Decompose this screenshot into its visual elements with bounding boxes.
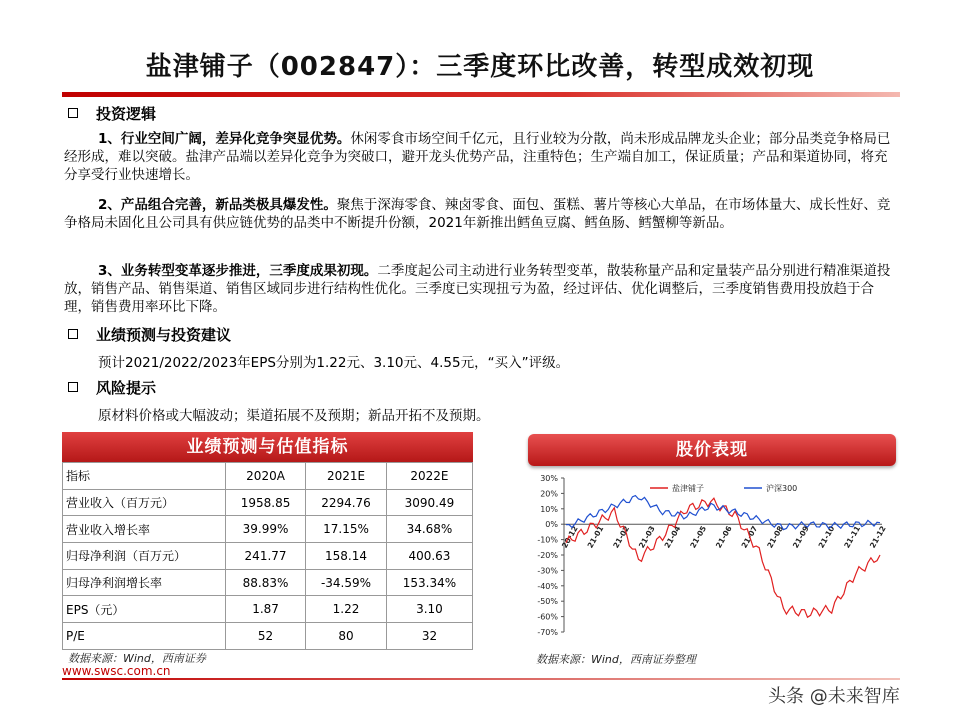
table-cell: 52 xyxy=(226,623,306,650)
checkbox-bullet-icon xyxy=(68,108,78,118)
section-logic-label: 投资逻辑 xyxy=(96,105,157,123)
paragraph-1-heading: 1、行业空间广阔，差异化竞争突显优势。 xyxy=(98,131,351,147)
table-cell: 80 xyxy=(306,623,387,650)
x-tick-label: 21-10 xyxy=(816,524,837,550)
y-tick-label: -60% xyxy=(537,612,558,622)
table-cell: 2294.76 xyxy=(306,489,387,516)
paragraph-3-heading: 3、业务转型变革逐步推进，三季度成果初现。 xyxy=(98,263,378,279)
y-tick-label: 0% xyxy=(545,520,558,530)
y-tick-label: -50% xyxy=(537,597,558,607)
table-row xyxy=(63,596,473,623)
y-tick-label: -20% xyxy=(537,551,558,560)
forecast-text: 预计2021/2022/2023年EPS分别为1.22元、3.10元、4.55元，“买入”评级。 xyxy=(98,355,570,371)
table-cell: 153.34% xyxy=(386,569,472,596)
table-cell: 39.99% xyxy=(226,516,306,543)
forecast-table xyxy=(62,462,473,650)
section-risk xyxy=(68,377,156,398)
x-tick-label: 21-09 xyxy=(790,524,811,550)
table-row xyxy=(63,569,473,596)
section-forecast xyxy=(68,324,231,345)
page-title: 盐津铺子（002847）：三季度环比改善，转型成效初现 xyxy=(145,52,815,82)
paragraph-3 xyxy=(64,262,899,316)
legend-label: 盐津铺子 xyxy=(672,484,704,493)
table-header-cell: 2021E xyxy=(306,463,387,490)
website-url[interactable]: www.swsc.com.cn xyxy=(62,664,171,678)
table-cell: 1.22 xyxy=(306,596,387,623)
table-cell: 400.63 xyxy=(386,543,472,570)
table-header-row xyxy=(63,463,473,490)
table-header-cell: 2022E xyxy=(386,463,472,490)
section-risk-label: 风险提示 xyxy=(96,379,157,397)
legend-label: 沪深300 xyxy=(766,484,798,493)
table-row xyxy=(63,623,473,650)
table-cell: 88.83% xyxy=(226,569,306,596)
table-header-cell: 指标 xyxy=(63,463,226,490)
chart-title: 股价表现 xyxy=(528,434,896,466)
paragraph-2-text: 聚焦于深海零食、辣卤零食、面包、蛋糕、薯片等核心大单品，在市场体量大、成长性好、竞争格局未固化且公司具有供应链优势的品类中不断提升份额，2021年新推出鳕鱼豆腐、鳕鱼肠、鳕蟹柳等新品。 xyxy=(64,197,891,231)
table-header-cell: 2020A xyxy=(226,463,306,490)
y-tick-label: 30% xyxy=(540,474,558,483)
table-row xyxy=(63,516,473,543)
stock-chart-svg xyxy=(522,470,902,648)
paragraph-3-text: 二季度起公司主动进行业务转型变革，散装称量产品和定量装产品分别进行精准渠道投放，销售产品、销售渠道、销售区域同步进行结构性优化。三季度已实现扭亏为盈，经过评估、优化调整后，三季度销售费用投放趋于合理，销售费用率环比下降。 xyxy=(64,263,891,315)
paragraph-2-heading: 2、产品组合完善，新品类极具爆发性。 xyxy=(98,197,337,213)
series-line-stock xyxy=(566,498,880,617)
x-tick-label: 20-12 xyxy=(559,524,580,550)
table-cell: 归母净利润增长率 xyxy=(63,569,226,596)
x-tick-label: 21-07 xyxy=(739,524,760,550)
x-tick-label: 21-05 xyxy=(688,524,709,550)
table-cell: 营业收入增长率 xyxy=(63,516,226,543)
checkbox-bullet-icon xyxy=(68,329,78,339)
table-cell: 3090.49 xyxy=(386,489,472,516)
x-tick-label: 21-03 xyxy=(636,524,657,550)
y-tick-label: 10% xyxy=(540,504,558,514)
table-title: 业绩预测与估值指标 xyxy=(62,432,473,462)
table-cell: 32 xyxy=(386,623,472,650)
table-row xyxy=(63,489,473,516)
x-tick-label: 21-01 xyxy=(585,524,606,550)
y-tick-label: -40% xyxy=(537,581,558,591)
y-tick-label: 20% xyxy=(540,489,558,499)
x-tick-label: 21-02 xyxy=(611,524,632,550)
forecast-table-panel xyxy=(62,432,473,650)
x-tick-label: 21-08 xyxy=(765,524,786,550)
table-cell: 归母净利润（百万元） xyxy=(63,543,226,570)
section-forecast-label: 业绩预测与投资建议 xyxy=(96,326,232,344)
y-tick-label: -70% xyxy=(537,628,558,637)
risk-text: 原材料价格或大幅波动；渠道拓展不及预期；新品开拓不及预期。 xyxy=(98,408,490,424)
x-tick-label: 21-11 xyxy=(842,524,863,550)
x-tick-label: 21-12 xyxy=(867,524,888,550)
chart-source: 数据来源：Wind，西南证券整理 xyxy=(536,653,696,666)
table-cell: 241.77 xyxy=(226,543,306,570)
table-cell: EPS（元） xyxy=(63,596,226,623)
stock-chart xyxy=(522,470,902,648)
table-row xyxy=(63,543,473,570)
table-cell: 17.15% xyxy=(306,516,387,543)
paragraph-1-text: 休闲零食市场空间千亿元，且行业较为分散，尚未形成品牌龙头企业；部分品类竞争格局已经形成，难以突破。盐津产品端以差异化竞争为突破口，避开龙头优势产品，注重特色；生产端自加工，保证质量；产品和渠道协同，将充分享受行业快速增长。 xyxy=(64,131,891,183)
x-tick-label: 21-06 xyxy=(713,524,734,550)
footer-divider xyxy=(62,678,900,680)
table-source: 数据来源：Wind，西南证券 xyxy=(68,652,206,665)
table-cell: 营业收入（百万元） xyxy=(63,489,226,516)
table-cell: 158.14 xyxy=(306,543,387,570)
y-tick-label: -30% xyxy=(537,566,558,576)
table-cell: P/E xyxy=(63,623,226,650)
table-cell: 1958.85 xyxy=(226,489,306,516)
y-tick-label: -10% xyxy=(537,535,558,545)
watermark: 头条 @未来智库 xyxy=(768,686,900,707)
table-cell: -34.59% xyxy=(306,569,387,596)
section-logic xyxy=(68,103,156,124)
title-divider xyxy=(62,92,900,97)
table-cell: 34.68% xyxy=(386,516,472,543)
table-cell: 1.87 xyxy=(226,596,306,623)
paragraph-2 xyxy=(64,196,899,232)
table-cell: 3.10 xyxy=(386,596,472,623)
checkbox-bullet-icon xyxy=(68,382,78,392)
paragraph-1 xyxy=(64,130,899,184)
x-tick-label: 21-04 xyxy=(662,524,683,550)
